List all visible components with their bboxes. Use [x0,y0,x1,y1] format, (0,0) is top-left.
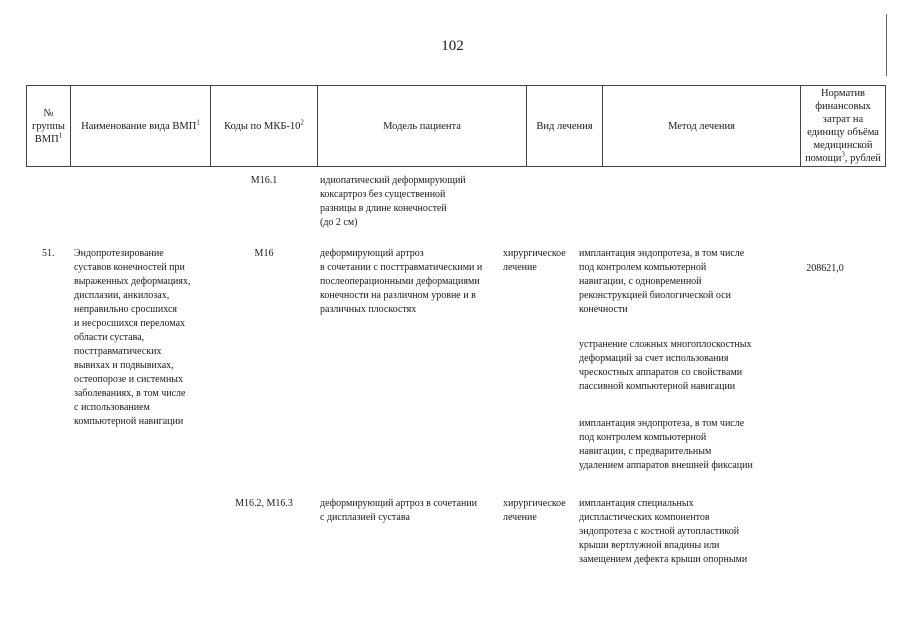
header-method-text: Метод лечения [668,120,735,132]
row-51-number: 51. [42,248,55,259]
header-num-symbol: № [43,107,54,119]
header-norm-tail: , рублей [844,153,881,164]
header-codes-text: Коды по МКБ-10 [224,120,301,132]
row-51-vmp-name: Эндопротезирование суставов конечностей при выраженных деформациях, дисплазии, анкилозах, неправильно сросшихся и несросшихся переломах области сустава, посттравматических вывихах и подвывихах, остеопорозе и системных заболеваниях, в том числе с использованием компьютерной навигации [74,248,191,427]
row-51-code: М16 [254,248,274,259]
header-group-number [27,86,71,166]
row-51-treatment-type: хирургическое лечение [503,248,566,273]
header-codes-footnote: 2 [300,118,304,126]
header-vmp-name [71,86,211,166]
header-num-vmp: ВМП [34,133,59,145]
table-header [26,85,886,167]
row-m16-2-treatment-type: хирургическое лечение [503,498,566,523]
row-51-method-1: имплантация эндопротеза, в том числе под контролем компьютерной навигации, с одновременной реконструкцией биологической оси конечности [579,248,745,315]
header-icd-codes [211,86,318,166]
page-number: 102 [441,38,464,54]
header-financial-norm [801,86,885,166]
row-m16-2-method: имплантация специальных диспластических компонентов эндопротеза с костной аутопластикой крыши вертлужной впадины или замещением дефекта крыши опорными [579,498,748,565]
header-norm-footnote: 3 [841,150,845,159]
header-name-footnote: 1 [196,118,200,126]
row-m16-1-model: идиопатический деформирующий коксартроз без существенной разницы в длине конечностей (до 2 см) [320,175,466,228]
row-m16-2-model: деформирующий артроз в сочетании с дисплазией сустава [320,498,478,523]
row-51-model: деформирующий артроз в сочетании с посттравматическими и послеоперационными деформациями конечности на различном уровне и в различных плоскостях [320,248,483,315]
row-51-method-2: устранение сложных многоплоскостных деформаций за счет использования чрескостных аппаратов со свойствами пассивной компьютерной навигации [579,339,752,392]
row-51-method-3: имплантация эндопротеза, в том числе под контролем компьютерной навигации, с предварительным удалением аппаратов внешней фиксации [579,418,753,471]
header-treatment-type [527,86,603,166]
row-51-norm-value: 208621,0 [806,263,844,274]
row-m16-1-code: М16.1 [250,175,278,186]
header-norm-text: Норматив финансовых затрат на единицу объёма медицинской помощи [805,88,879,164]
header-type-text: Вид лечения [536,120,593,132]
header-name-text: Наименование вида ВМП [81,120,197,132]
header-patient-model [318,86,527,166]
header-treatment-method [603,86,801,166]
header-num-footnote: 1 [58,131,63,139]
header-model-text: Модель пациента [383,120,461,132]
row-m16-2-code: М16.2, М16.3 [235,498,293,509]
header-num-group: группы [32,120,65,132]
